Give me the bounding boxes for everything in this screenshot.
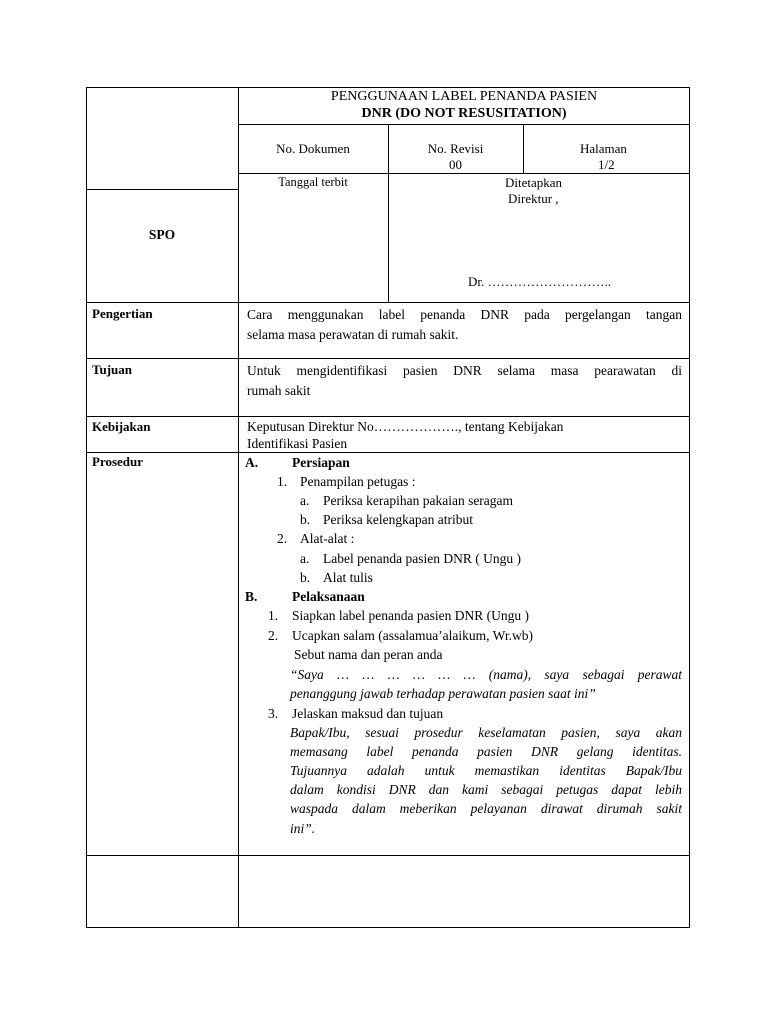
ditetapkan-label: Ditetapkan [505,175,563,190]
pengertian-label: Pengertian [92,306,153,321]
a1b-text: Periksa kelengkapan atribut [323,512,473,527]
tujuan-line-1: Untuk mengidentifikasi pasien DNR selama masa pearawatan di [247,363,682,378]
row-divider-kebijakan [86,416,690,417]
b3-line-4: dalam kondisi DNR dan kami sebagai petugas dapat lebih [290,782,682,797]
b3-line-1: Bapak/Ibu, sesuai prosedur keselamatan pasien, saya akan [290,725,682,740]
spo-divider [86,189,239,190]
b2-quote-line-2: penanggung jawab terhadap perawatan pasien saat ini” [290,686,596,701]
no-revisi-label: No. Revisi [427,141,484,156]
signature-line: Dr. ……………………….. [468,274,611,289]
b3-line-5: waspada dalam meberikan pelayanan dirawat dirumah sakit [290,801,682,816]
prosedur-label: Prosedur [92,454,144,469]
a1-marker: 1. [277,474,288,489]
tujuan-label: Tujuan [92,362,132,377]
row-divider-tujuan [86,358,690,359]
a2a-marker: a. [300,551,310,566]
a2b-text: Alat tulis [323,570,373,585]
a1a-text: Periksa kerapihan pakaian seragam [323,493,514,508]
b1-marker: 1. [268,608,279,623]
b3-line-2: memasang label penanda pasien DNR gelang identitas. [290,744,682,759]
tanggal-terbit-label: Tanggal terbit [278,175,348,189]
a1-text: Penampilan petugas : [300,474,416,489]
halaman-label: Halaman [580,141,627,156]
pengertian-line-1: Cara menggunakan label penanda DNR pada pergelangan tangan [247,307,682,322]
border-bottom [86,927,690,928]
row-divider-empty [86,855,690,856]
a2b-marker: b. [300,570,311,585]
section-a-title: Persiapan [292,455,350,470]
b2-text: Ucapkan salam (assalamua’alaikum, Wr.wb) [292,628,533,643]
title-line-1: PENGGUNAAN LABEL PENANDA PASIEN [330,89,598,104]
b3-text: Jelaskan maksud dan tujuan [292,706,444,721]
a2a-text: Label penanda pasien DNR ( Ungu ) [323,551,521,566]
title-divider [238,124,690,125]
a1b-marker: b. [300,512,311,527]
row-divider-pengertian [86,302,690,303]
kebijakan-line-2: Identifikasi Pasien [247,436,348,451]
kebijakan-label: Kebijakan [92,419,151,434]
b1-text: Siapkan label penanda pasien DNR (Ungu ) [292,608,529,623]
a2-marker: 2. [277,531,288,546]
border-right [689,87,690,928]
spo-label: SPO [148,227,176,242]
b2-sub: Sebut nama dan peran anda [294,647,443,662]
a2-text: Alat-alat : [300,531,355,546]
b3-line-3: Tujuannya adalah untuk memastikan identitas Bapak/Ibu [290,763,682,778]
kebijakan-line-1: Keputusan Direktur No………………., tentang Kebijakan [247,419,564,434]
section-a-marker: A. [245,455,259,470]
b3-marker: 3. [268,706,279,721]
column-divider [238,87,239,928]
halaman-value: 1/2 [598,157,615,172]
pengertian-line-2: selama masa perawatan di rumah sakit. [247,327,459,342]
a1a-marker: a. [300,493,310,508]
row-divider-prosedur [86,452,690,453]
b3-line-6: ini”. [290,821,316,836]
tujuan-line-2: rumah sakit [247,383,311,398]
section-b-title: Pelaksanaan [292,589,365,604]
no-revisi-value: 00 [449,157,462,172]
docinfo-col-divider-2 [523,124,524,174]
direktur-label: Direktur , [508,191,559,206]
b2-quote-line-1: “Saya … … … … … … (nama), saya sebagai perawat [290,667,682,682]
title-line-2: DNR (DO NOT RESUSITATION) [361,106,567,121]
b2-marker: 2. [268,628,279,643]
border-left [86,87,87,928]
section-b-marker: B. [245,589,258,604]
no-dokumen-label: No. Dokumen [276,141,350,156]
